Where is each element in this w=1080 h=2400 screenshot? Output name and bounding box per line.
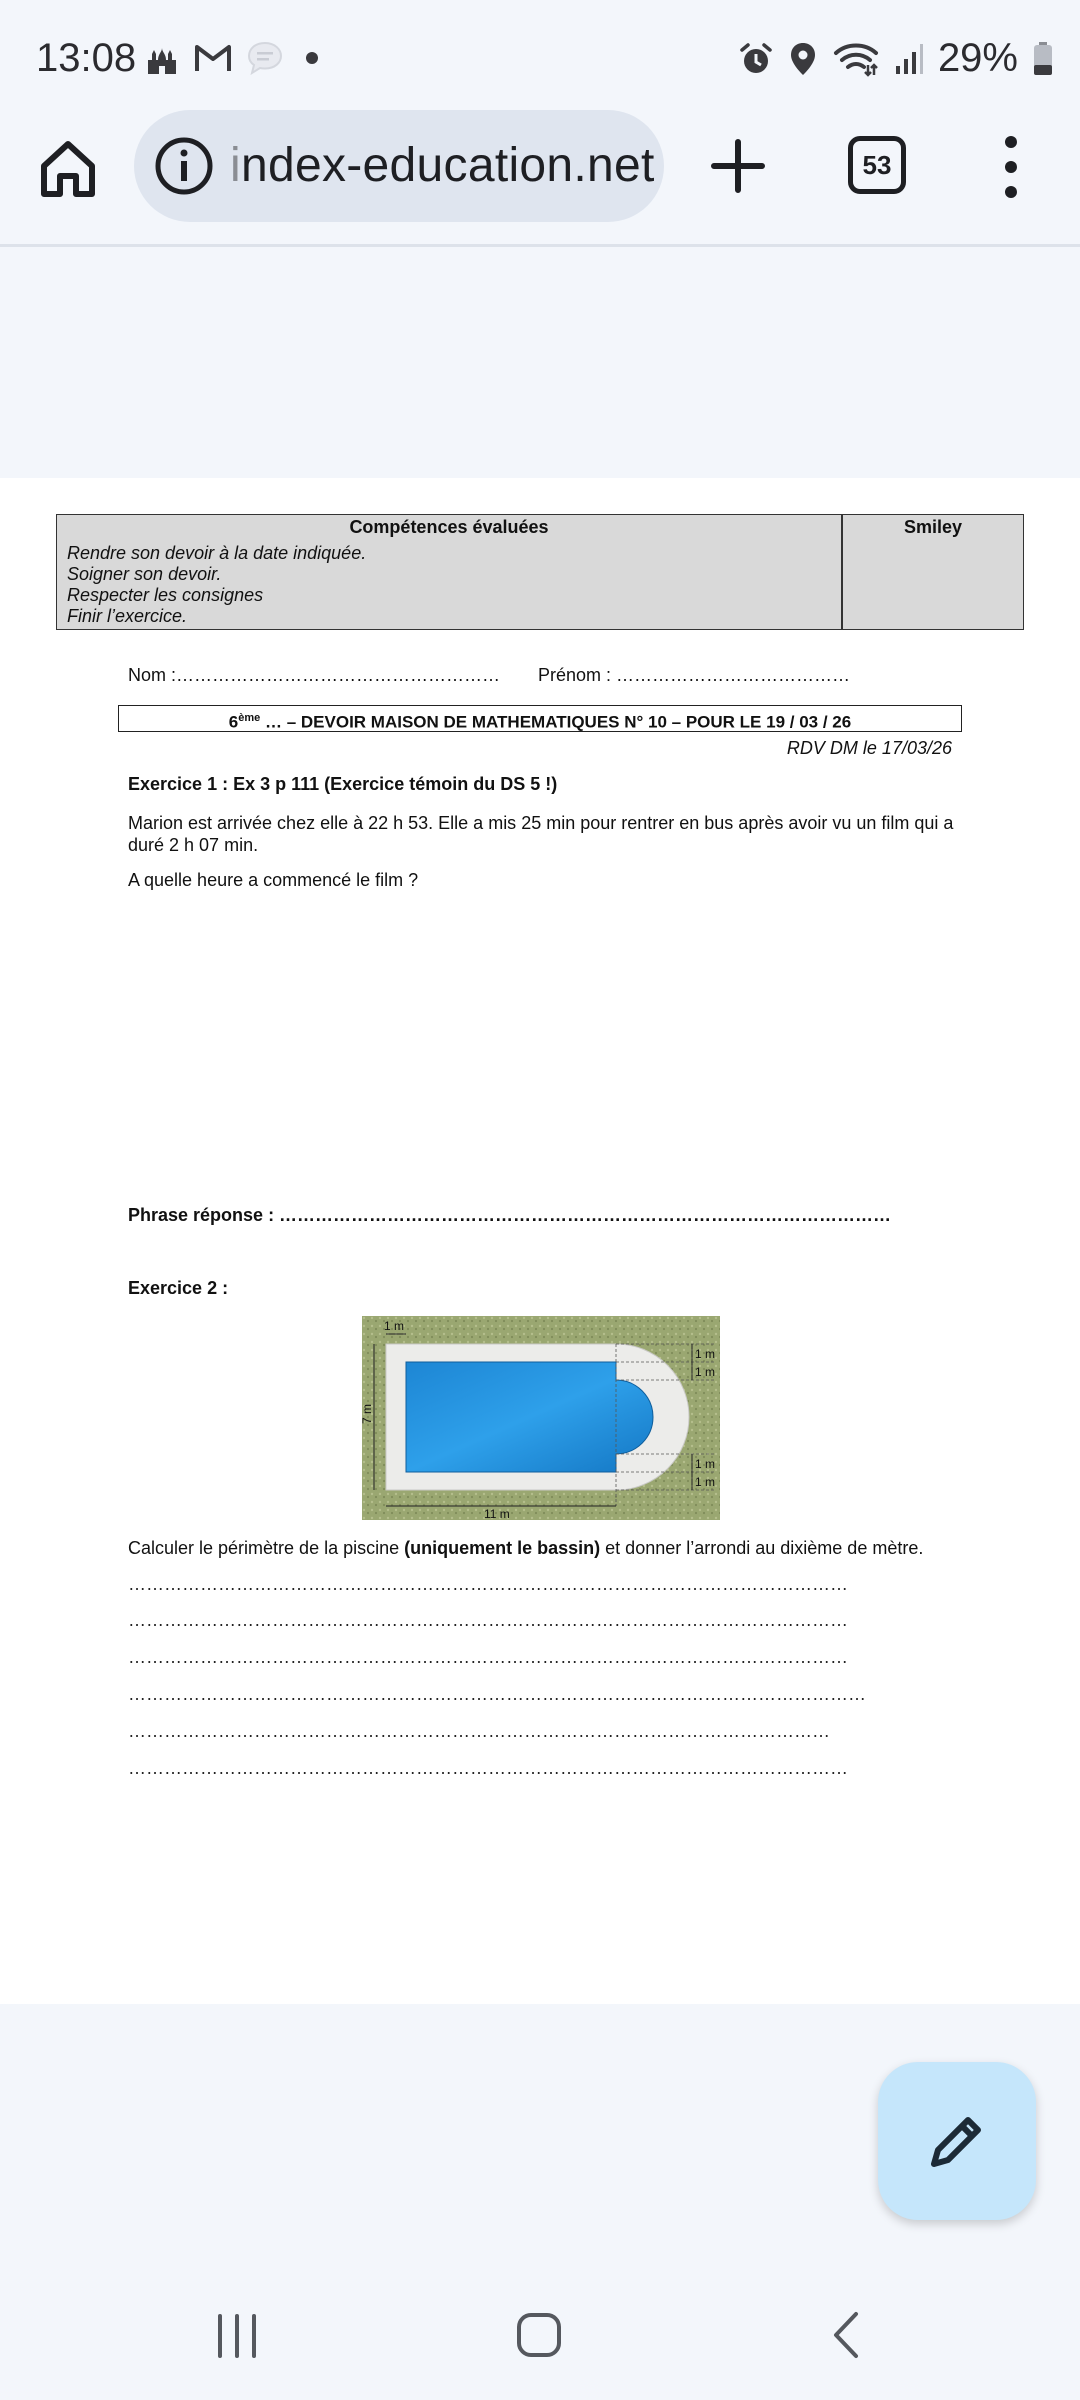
recent-apps-icon[interactable] — [212, 2310, 262, 2360]
pool-diagram — [362, 1316, 720, 1520]
assignment-title — [118, 705, 962, 732]
smiley-header: Smiley — [903, 517, 963, 537]
exercise-1-text: Marion est arrivée chez elle à 22 h 53. Elle a mis 25 min pour rentrer en bus après avoir vu un film qui a duré 2 h 07 min. — [128, 813, 954, 855]
toolbar-divider — [0, 244, 1080, 247]
exercise-2-heading: Exercice 2 : — [128, 1278, 229, 1298]
url-first-letter: i — [230, 139, 241, 192]
prenom-line: Prénom : ………………………………… — [538, 665, 851, 685]
dot-icon — [298, 44, 326, 72]
back-icon[interactable] — [822, 2310, 872, 2360]
rdv-date: RDV DM le 17/03/26 — [786, 738, 952, 758]
label-right-bottom-1: 1 m — [695, 1457, 716, 1471]
exercise-1-question: A quelle heure a commencé le film ? — [128, 870, 419, 890]
label-right-top-1: 1 m — [695, 1347, 716, 1361]
wifi-icon — [832, 41, 880, 77]
exercise-2-text — [128, 1538, 923, 1559]
label-top-1m: 1 m — [384, 1319, 405, 1333]
label-bottom-11m: 11 m — [484, 1507, 510, 1521]
label-height-7m: 7 m — [360, 1403, 374, 1424]
list-item: Soigner son devoir. — [67, 564, 222, 584]
url-text[interactable] — [230, 138, 655, 193]
notification-icons — [144, 40, 326, 76]
location-icon — [788, 41, 818, 77]
alarm-icon — [738, 41, 774, 77]
pencil-icon — [924, 2108, 990, 2174]
exercise-2-text-start: Calculer le périmètre de la piscine — [128, 1538, 405, 1558]
tab-switcher-button[interactable] — [848, 136, 906, 194]
address-bar[interactable] — [134, 110, 664, 222]
signal-icon — [894, 42, 924, 76]
system-status — [738, 36, 1054, 81]
url-domain: ndex-education.net — [240, 139, 655, 192]
title-text: … – DEVOIR MAISON DE MATHEMATIQUES N° 10 – POUR LE 19 / 03 / 26 — [260, 712, 852, 732]
more-options-icon[interactable] — [996, 132, 1026, 202]
nom-line: Nom :……………………………………………… — [128, 665, 501, 685]
exercise-2-text-end: et donner l’arrondi au dixième de mètre. — [600, 1538, 924, 1558]
label-right-bottom-2: 1 m — [695, 1475, 716, 1489]
gmail-icon — [194, 43, 232, 73]
status-time: 13:08 — [36, 36, 137, 80]
answer-sentence-line: Phrase réponse : ………………………………………………………………………………………… — [128, 1205, 892, 1225]
competences-header: Compétences évaluées — [349, 517, 549, 537]
answer-line: …………………………………………………………………………………………………………… — [128, 1684, 866, 1704]
list-item: Finir l’exercice. — [67, 606, 188, 626]
list-item: Respecter les consignes — [67, 585, 264, 605]
label-right-top-2: 1 m — [695, 1365, 716, 1379]
list-item: Rendre son devoir à la date indiquée. — [67, 543, 367, 563]
answer-line: ……………………………………………………………………………………………………… — [128, 1721, 830, 1741]
title-grade-sup: ème — [238, 712, 261, 724]
battery-percent: 29% — [937, 36, 1018, 80]
new-tab-icon[interactable] — [706, 134, 770, 198]
mosque-icon — [144, 40, 180, 76]
competences-table — [56, 514, 1024, 630]
exercise-2-text-bold: (uniquement le bassin) — [404, 1538, 601, 1558]
home-nav-icon[interactable] — [514, 2310, 564, 2360]
answer-line: ………………………………………………………………………………………………………… — [128, 1610, 848, 1630]
answer-line: ………………………………………………………………………………………………………… — [128, 1758, 848, 1778]
info-icon[interactable] — [152, 134, 216, 198]
home-icon[interactable] — [36, 136, 100, 200]
battery-icon — [1032, 41, 1054, 77]
competences-list — [67, 543, 366, 627]
exercise-1-heading: Exercice 1 : Ex 3 p 111 (Exercice témoin du DS 5 !) — [128, 774, 558, 794]
answer-line: ………………………………………………………………………………………………………… — [128, 1574, 848, 1594]
tab-count: 53 — [862, 149, 892, 180]
messages-icon — [246, 40, 284, 76]
answer-line: ………………………………………………………………………………………………………… — [128, 1647, 848, 1667]
system-navigation-bar — [0, 2290, 1080, 2400]
status-bar — [0, 0, 1080, 110]
browser-toolbar — [0, 110, 1080, 246]
title-grade: 6 — [228, 712, 239, 732]
edit-fab-button[interactable] — [878, 2062, 1036, 2220]
